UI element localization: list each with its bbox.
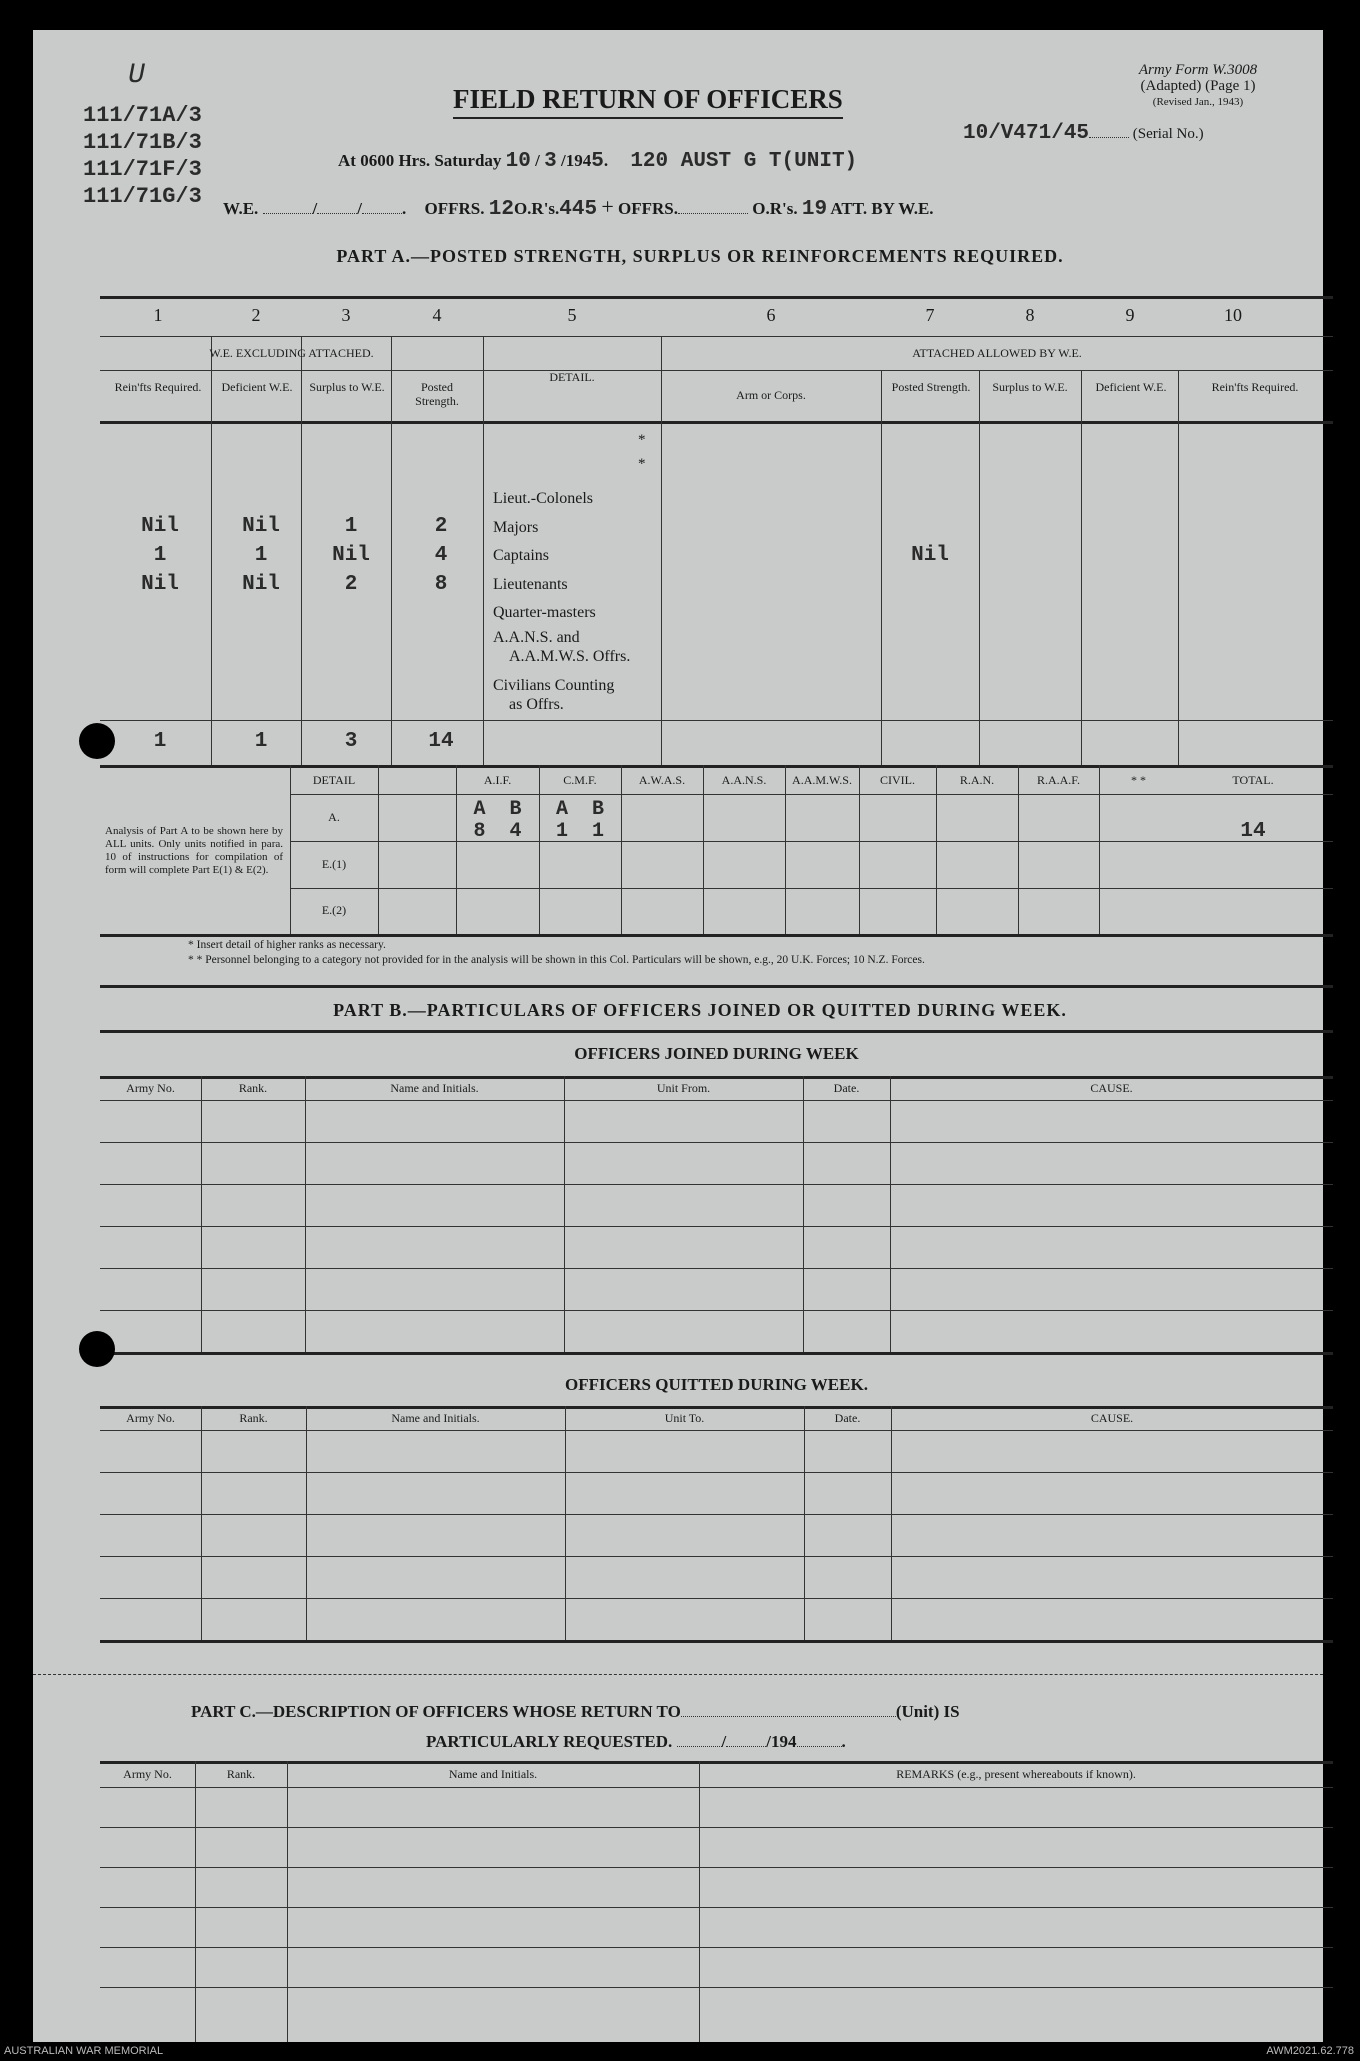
form-revised: (Revised Jan., 1943) [1152, 96, 1244, 108]
sub-header: Arm or Corps. [736, 388, 806, 402]
table-header: Unit To. [664, 1411, 705, 1425]
plus-sign: + [601, 194, 614, 219]
table-header: Army No. [126, 1081, 175, 1095]
analysis-header: A.I.F. [483, 773, 512, 787]
analysis-header: * * [1131, 773, 1146, 787]
star-marker: * [638, 432, 646, 448]
rank-stars [638, 428, 646, 476]
tear-line [33, 1674, 1323, 1675]
col-number: 1 [153, 305, 163, 325]
table-header: REMARKS (e.g., present whereabouts if known). [896, 1767, 1136, 1781]
table-header: Rank. [239, 1411, 268, 1425]
attached-posted-value: Nil [911, 544, 949, 567]
file-ref: 111/71B/3 [83, 130, 202, 155]
analysis-header: R.A.A.F. [1036, 773, 1081, 787]
footer-left: AUSTRALIAN WAR MEMORIAL [4, 2045, 164, 2057]
value-cell: Nil [141, 515, 179, 538]
rank-label: Lieutenants [493, 575, 568, 593]
rank-label: A.A.M.W.S. Offrs. [509, 648, 631, 665]
page-title: FIELD RETURN OF OFFICERS [453, 84, 843, 119]
analysis-header: CIVIL. [880, 773, 915, 787]
part-a-heading: PART A.—POSTED STRENGTH, SURPLUS OR REINFORCEMENTS REQUIRED. [336, 246, 1064, 266]
sub-header: Deficient W.E. [1095, 380, 1167, 394]
form-info [1083, 62, 1313, 110]
col-number: 2 [251, 305, 261, 325]
offrs2-label: OFFRS. [618, 199, 679, 218]
date-day: 10 [505, 150, 531, 173]
analysis-header: TOTAL. [1232, 773, 1274, 787]
analysis-row-label: E.(2) [321, 903, 347, 917]
table-header: Name and Initials. [391, 1411, 480, 1425]
we-line: W.E. / / . OFFRS. 12O.R's.445 + OFFRS. O.R's. 19 ATT. BY W.E. [223, 194, 934, 221]
table-header: Date. [834, 1411, 861, 1425]
date-year-prefix: /194 [560, 151, 592, 170]
cmf-letters: A B [555, 798, 604, 821]
table-header: Rank. [226, 1767, 256, 1781]
analysis-header: C.M.F. [563, 773, 597, 787]
part-c-heading-c: PARTICULARLY REQUESTED. [426, 1732, 673, 1751]
date-year-digit: 5 [591, 150, 604, 173]
table-header: Unit From. [656, 1081, 711, 1095]
group-header-we: W.E. EXCLUDING ATTACHED. [209, 346, 374, 360]
part-c-heading-d: /194 [766, 1732, 797, 1751]
rank-label: Captains [493, 547, 549, 564]
sub-header: Posted Strength. [415, 380, 459, 408]
table-header: Rank. [238, 1081, 268, 1095]
aif-letters: A B [473, 798, 522, 821]
serial-value: 10/V471/45 [963, 122, 1090, 145]
star-marker: * [638, 456, 646, 472]
file-ref: 111/71A/3 [83, 103, 202, 128]
table-header: CAUSE. [1090, 1411, 1134, 1425]
analysis-header: A.W.A.S. [638, 773, 686, 787]
ors2-label: O.R's. [752, 199, 798, 218]
joined-title: OFFICERS JOINED DURING WEEK [574, 1044, 859, 1063]
offrs-value: 12 [488, 198, 514, 221]
value-cell: Nil [332, 544, 370, 567]
value-cell: Nil [141, 573, 179, 596]
quitted-title: OFFICERS QUITTED DURING WEEK. [565, 1375, 868, 1394]
ors-label: O.R's. [513, 199, 560, 218]
value-cell: 1 [254, 544, 268, 567]
cmf-values: 1 1 [555, 820, 604, 843]
table-header: Name and Initials. [448, 1767, 538, 1781]
col-number: 10 [1224, 305, 1242, 325]
date-line: At 0600 Hrs. Saturday 10 / 3 /1945. 120 AUST G T(UNIT) [338, 150, 858, 173]
footnote: * * Personnel belonging to a category not provided for in the analysis will be shown in this Col. Particulars will be shown, e.g., 20 U.K. Forces; 10 N.Z. Forces. [188, 954, 925, 966]
value-cell: 4 [434, 544, 448, 567]
table-header: Date. [833, 1081, 860, 1095]
analysis-row-label: E.(1) [321, 857, 347, 871]
table-header: Name and Initials. [390, 1081, 479, 1095]
total-cell: 1 [254, 730, 268, 753]
sub-header: Rein'fts Required. [1211, 380, 1299, 394]
part-c-heading [191, 1702, 960, 1722]
part-c-subheading: PARTICULARLY REQUESTED. / /194 . [426, 1732, 846, 1751]
rank-label: A.A.N.S. and [493, 629, 580, 646]
part-c-heading-b: (Unit) IS [895, 1702, 960, 1721]
file-references [83, 102, 202, 210]
rank-label: Quarter-masters [493, 604, 596, 621]
part-c-heading-a: PART C.—DESCRIPTION OF OFFICERS WHOSE RETURN TO [191, 1702, 681, 1721]
sub-header: Rein'fts Required. [114, 380, 202, 394]
form-number: Army Form W.3008 [1138, 62, 1258, 78]
sub-header: Surplus to W.E. [309, 380, 385, 394]
value-cell: 1 [153, 544, 167, 567]
date-month: 3 [544, 150, 557, 173]
total-cell: 14 [428, 730, 454, 753]
col-number: 5 [567, 305, 577, 325]
analysis-row-label: A. [328, 810, 340, 824]
col-number: 3 [341, 305, 351, 325]
value-cell: Nil [242, 515, 280, 538]
rank-label: Majors [493, 518, 539, 536]
ors2-value: 19 [801, 198, 828, 221]
col-number: 7 [925, 305, 935, 325]
unit-name: 120 AUST G T(UNIT) [630, 150, 858, 173]
footnotes [188, 938, 925, 968]
analysis-header: A.A.M.W.S. [792, 773, 852, 787]
analysis-header: DETAIL [312, 773, 356, 787]
value-cell: Nil [242, 573, 280, 596]
date-prefix: At 0600 Hrs. Saturday [338, 151, 502, 170]
footnote: * Insert detail of higher ranks as necessary. [188, 939, 386, 951]
sub-header: Posted Strength. [891, 380, 971, 394]
analysis-header: R.A.N. [959, 773, 995, 787]
rank-aans [493, 628, 630, 666]
analysis-note: Analysis of Part A to be shown here by ALL units. Only units notified in para. 10 of instructions for compilation of form will complete Part E(1) & E(2). [105, 825, 283, 876]
total-cell: 3 [344, 730, 358, 753]
sub-header: Deficient W.E. [221, 380, 293, 394]
part-b-heading: PART B.—PARTICULARS OF OFFICERS JOINED OR QUITTED DURING WEEK. [333, 1000, 1067, 1020]
table-header: Army No. [123, 1767, 172, 1781]
file-ref: 111/71F/3 [83, 157, 202, 182]
punch-hole [79, 723, 115, 759]
total-cell: 1 [153, 730, 167, 753]
top-mark: U [128, 60, 145, 91]
col-number: 9 [1125, 305, 1135, 325]
detail-header: DETAIL. [549, 370, 595, 384]
rank-label: Civilians Counting [493, 677, 615, 694]
analysis-total: 14 [1240, 820, 1266, 843]
col-number: 4 [432, 305, 442, 325]
punch-hole [79, 1331, 115, 1367]
table-header: Army No. [126, 1411, 175, 1425]
sub-header: Surplus to W.E. [992, 380, 1068, 394]
rank-civilians [493, 676, 614, 714]
value-cell: 2 [434, 515, 448, 538]
analysis-header: A.A.N.S. [721, 773, 767, 787]
rank-list [493, 485, 596, 628]
value-cell: 8 [434, 573, 448, 596]
att-label: ATT. BY W.E. [830, 199, 934, 218]
offrs-label: OFFRS. [424, 199, 485, 218]
form-adapted: (Adapted) (Page 1) [1140, 78, 1256, 94]
rank-label: as Offrs. [509, 696, 564, 713]
table-header: CAUSE. [1090, 1081, 1133, 1095]
we-label: W.E. [223, 199, 259, 218]
serial-label: (Serial No.) [1132, 126, 1204, 142]
ors-value: 445 [559, 198, 598, 221]
group-header-attached: ATTACHED ALLOWED BY W.E. [912, 346, 1082, 360]
form-sheet [33, 30, 1323, 2042]
value-cell: 2 [344, 573, 358, 596]
footer-right: AWM2021.62.778 [1266, 2045, 1354, 2057]
file-ref: 111/71G/3 [83, 184, 202, 209]
serial-number [963, 122, 1204, 145]
aif-values: 8 4 [473, 820, 522, 843]
value-cell: 1 [344, 515, 358, 538]
col-number: 8 [1025, 305, 1035, 325]
rank-label: Lieut.-Colonels [493, 490, 593, 507]
col-number: 6 [766, 305, 776, 325]
